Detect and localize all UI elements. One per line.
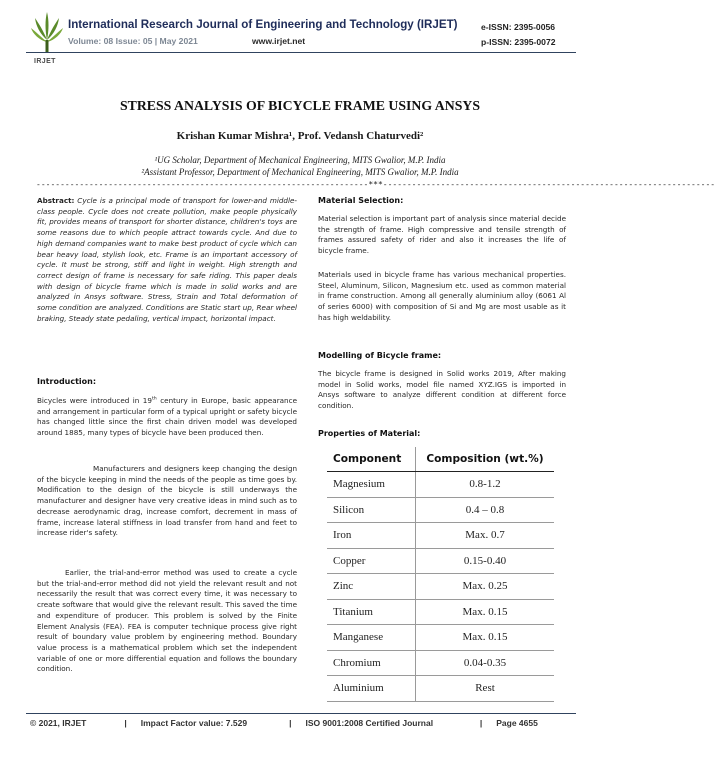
footer-impact-factor: Impact Factor value: 7.529: [140, 718, 248, 728]
separator-line: ---------------------------------------------------------------------***---------------------------------------------------------------------: [36, 180, 715, 189]
footer-sep-3: |: [479, 718, 483, 728]
table-row: [327, 523, 554, 549]
abstract-label: Abstract:: [37, 196, 75, 205]
footer-divider: [26, 713, 576, 714]
abstract: [37, 196, 297, 324]
table-row: [327, 676, 554, 702]
table-cell-component: Magnesium: [327, 472, 416, 498]
paper-authors: Krishan Kumar Mishra¹, Prof. Vedansh Chaturvedi²: [176, 130, 424, 142]
material-selection-paragraph-2: [318, 270, 566, 324]
footer-sep-2: |: [289, 718, 292, 728]
table-row: [327, 574, 554, 600]
header-divider: [26, 52, 576, 53]
footer-copyright: © 2021, IRJET: [30, 718, 87, 728]
material-selection-paragraph-1: [318, 214, 566, 257]
table-row: [327, 548, 554, 574]
properties-heading: Properties of Material:: [318, 429, 421, 438]
footer-page-number: Page 4655: [496, 718, 538, 728]
p-issn: p-ISSN: 2395-0072: [481, 37, 556, 47]
ms-p2-text: Materials used in bicycle frame has various mechanical properties. Steel, Aluminum, Silicon, Magnesium etc. used as common material in frame construction. Among all generally aluminium alloy (6061 Al of series 6000) with composition of Si and Mg are most usable as it has high weldability.: [318, 270, 566, 322]
table-cell-composition: 0.4 – 0.8: [416, 497, 555, 523]
table-cell-component: Aluminium: [327, 676, 416, 702]
logo-text: IRJET: [34, 58, 56, 65]
table-row: [327, 497, 554, 523]
abstract-text: Cycle is a principal mode of transport for lower-and middle-class people. Cycle does not create pollution, make people physically fit, provides means of transport for shorter distance, children's toys are some reasons due to which people attract towards cycle. And due to high demand companies want to make best product of cycle which can bear heavy load, stylish look, etc. Frame is an important accessory of cycle. It must be strong, stiff and light in weight. High strength and correct design of frame is necessary for safe riding. This paper deals with design of bicycle frame which is made in solid works and are analyzed in Ansys software. Stress, Strain and Total deformation of some condition are analyzed. Conditions are Static start up, Rear wheel braking, Steady state pedaling, vertical impact, horizontal impact.: [37, 196, 297, 323]
journal-title: International Research Journal of Engineering and Technology (IRJET): [68, 18, 458, 31]
table-header-composition: Composition (wt.%): [416, 447, 555, 472]
modelling-heading: Modelling of Bicycle frame:: [318, 351, 442, 360]
ms-p1-text: Material selection is important part of analysis since material decide the strength of frame. High compressive and tensile strength of frames assured safety of rider and also it increases the life of bicycle frame.: [318, 214, 566, 256]
affiliation-2: ²Assistant Professor, Department of Mechanical Engineering, MITS Gwalior, M.P. India: [141, 167, 459, 177]
table-cell-component: Manganese: [327, 625, 416, 651]
table-cell-component: Iron: [327, 523, 416, 549]
table-header-row: [327, 447, 554, 472]
paper-title: STRESS ANALYSIS OF BICYCLE FRAME USING ANSYS: [119, 98, 481, 113]
table-header-component: Component: [327, 447, 416, 472]
intro-paragraph-2: [37, 464, 297, 539]
intro-p1-rest: century in Europe, basic appearance and arrangement in particular form of a typical upright or safety bicycle has changed little since the first chain driven model was developed around 1885, many types of bicycle have been produced then.: [37, 396, 297, 438]
intro-paragraph-3: [37, 568, 297, 675]
footer-iso: ISO 9001:2008 Certified Journal: [305, 718, 434, 728]
table-cell-composition: 0.15-0.40: [416, 548, 555, 574]
material-properties-table: [327, 447, 554, 702]
intro-p1-sup: th: [151, 396, 157, 402]
page-footer: [26, 718, 576, 728]
table-row: [327, 472, 554, 498]
table-cell-composition: Max. 0.15: [416, 625, 555, 651]
table-cell-component: Silicon: [327, 497, 416, 523]
table-row: [327, 625, 554, 651]
table-cell-composition: 0.04-0.35: [416, 650, 555, 676]
intro-p3-text: Earlier, the trial-and-error method was used to create a cycle but the trial-and-error method did not yield the relevant result and not necessarily the result that was correct every time, it was necessary to create software that would give the relevant result. This saved the time and expenditure of producer. This problem is solved by the Finite Element Analysis (FEA). FEA is computer technique process give right result of boundary value problem by engineering method. Boundary value process is a mathematical problem which set the independent variable of one or more differential equation and follows the boundary condition.: [37, 568, 297, 674]
affiliation-1: ¹UG Scholar, Department of Mechanical Engineering, MITS Gwalior, M.P. India: [154, 155, 446, 165]
table-cell-composition: Rest: [416, 676, 555, 702]
intro-p1-start: Bicycles were introduced in 19: [37, 396, 152, 405]
table-cell-component: Chromium: [327, 650, 416, 676]
footer-sep-1: |: [124, 718, 127, 728]
intro-p2-text: Manufacturers and designers keep changing the design of the bicycle keeping in mind the needs of the people as time goes by. Modification to the design of the bicycle is still underways the manufacturer and designer have very creative ideas in mind such as to decrease aerodynamic drag, increase comfort, decrement in mass of frame, increase lateral stiffness in load transfer from hand and feet to increase rider's safety.: [37, 464, 297, 538]
intro-paragraph-1: [37, 396, 297, 439]
table-cell-composition: Max. 0.7: [416, 523, 555, 549]
table-row: [327, 650, 554, 676]
table-cell-composition: 0.8-1.2: [416, 472, 555, 498]
table-cell-composition: Max. 0.25: [416, 574, 555, 600]
table-cell-composition: Max. 0.15: [416, 599, 555, 625]
modelling-paragraph: [318, 369, 566, 412]
e-issn: e-ISSN: 2395-0056: [481, 22, 556, 32]
journal-website-link[interactable]: www.irjet.net: [252, 36, 306, 46]
volume-issue: Volume: 08 Issue: 05 | May 2021: [68, 36, 198, 46]
table-cell-component: Zinc: [327, 574, 416, 600]
introduction-heading: Introduction:: [37, 377, 97, 386]
material-selection-heading: Material Selection:: [318, 196, 404, 205]
table-row: [327, 599, 554, 625]
irjet-logo-icon: [30, 10, 64, 54]
table-cell-component: Copper: [327, 548, 416, 574]
mod-p1-text: The bicycle frame is designed in Solid works 2019, After making model in Solid works, model file named XYZ.IGS is imported in Ansys software to analyze different condition at different force condition.: [318, 369, 566, 411]
table-cell-component: Titanium: [327, 599, 416, 625]
